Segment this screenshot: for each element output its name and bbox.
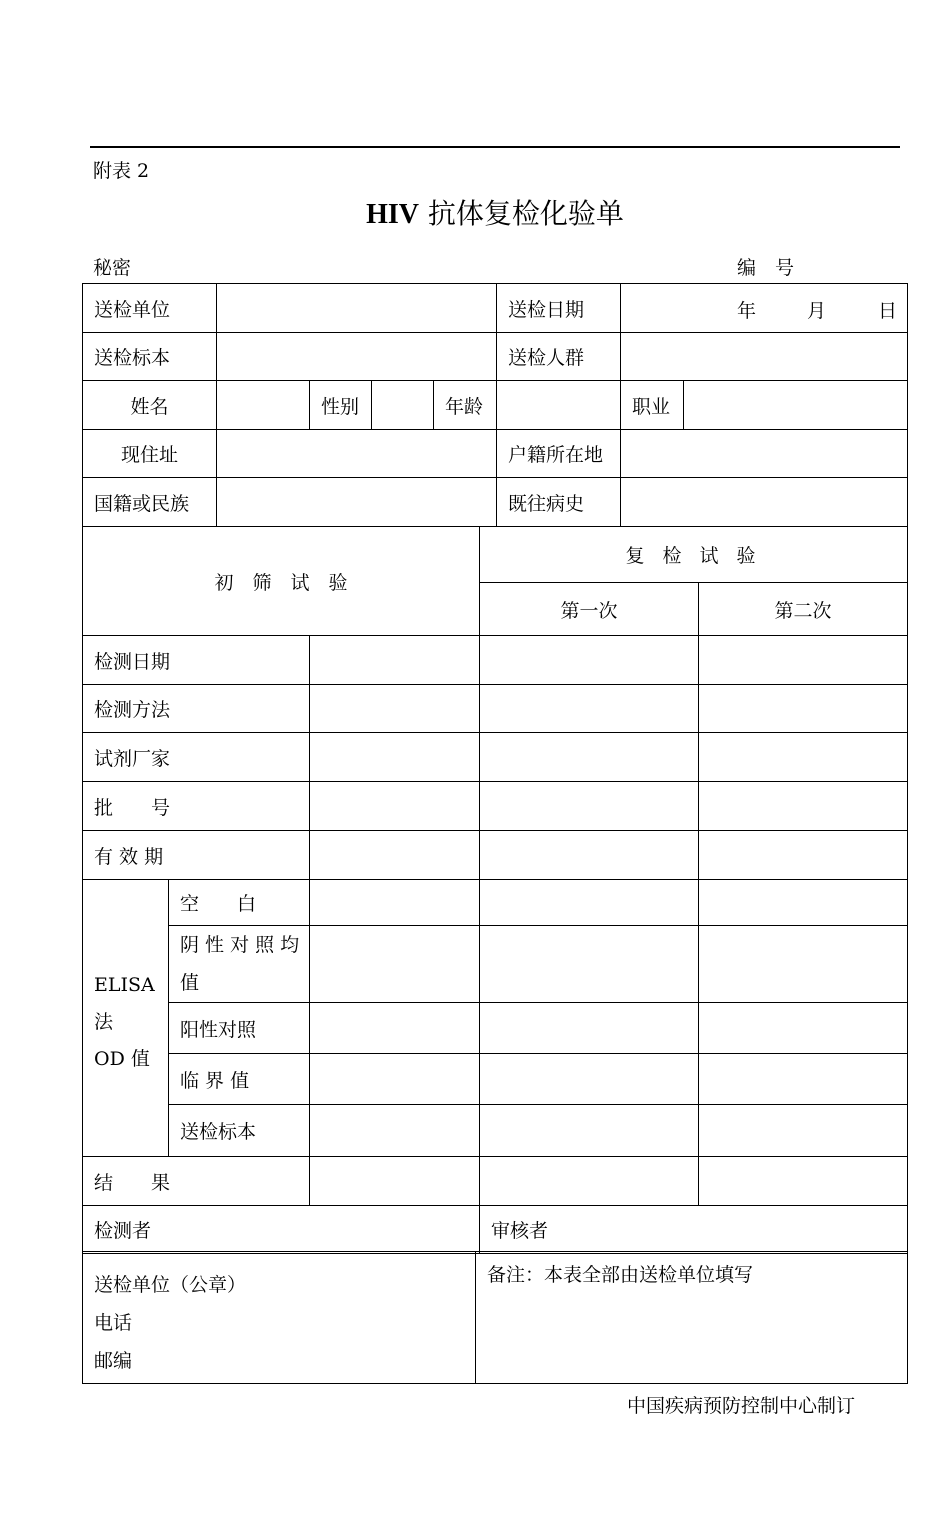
address-label: 现住址 xyxy=(83,430,217,478)
history-field[interactable] xyxy=(621,478,908,527)
initial-cell[interactable] xyxy=(310,1003,480,1054)
reviewer-label: 审核者 xyxy=(480,1206,908,1254)
second-cell[interactable] xyxy=(699,1157,908,1206)
form-title: HIV 抗体复检化验单 xyxy=(366,197,624,230)
address-field[interactable] xyxy=(217,430,497,478)
issuer-label: 中国疾病预防控制中心制订 xyxy=(627,1395,856,1417)
initial-cell[interactable] xyxy=(310,685,480,733)
initial-cell[interactable] xyxy=(310,926,480,1003)
initial-cell[interactable] xyxy=(310,733,480,782)
initial-cell[interactable] xyxy=(310,831,480,880)
elisa-line-1: ELISA xyxy=(94,973,155,996)
first-cell[interactable] xyxy=(480,636,699,685)
age-label: 年龄 xyxy=(434,381,497,430)
first-cell[interactable] xyxy=(480,880,699,926)
second-cell[interactable] xyxy=(699,831,908,880)
sample-label: 送检标本 xyxy=(83,333,217,381)
first-cell[interactable] xyxy=(480,733,699,782)
unit-label: 送检单位 xyxy=(83,284,217,333)
month-label: 月 xyxy=(807,300,827,322)
tester-label: 检测者 xyxy=(83,1206,480,1254)
initial-cell[interactable] xyxy=(310,1054,480,1105)
confidential-label: 秘密 xyxy=(93,257,132,279)
elisa-label xyxy=(83,880,169,1157)
elisa-line-2: 法 xyxy=(94,1010,114,1033)
group-field[interactable] xyxy=(621,333,908,381)
nation-field[interactable] xyxy=(217,478,497,527)
history-label: 既往病史 xyxy=(497,478,621,527)
cutoff-label: 临 界 值 xyxy=(169,1054,310,1105)
phone-label: 电话 xyxy=(94,1312,133,1334)
nation-label: 国籍或民族 xyxy=(83,478,217,527)
blank-label: 空 白 xyxy=(169,880,310,926)
second-cell[interactable] xyxy=(699,685,908,733)
initial-cell[interactable] xyxy=(310,1105,480,1157)
first-cell[interactable] xyxy=(480,831,699,880)
postcode-label: 邮编 xyxy=(94,1350,133,1372)
initial-cell[interactable] xyxy=(310,880,480,926)
second-cell[interactable] xyxy=(699,733,908,782)
second-cell[interactable] xyxy=(699,926,908,1003)
second-cell[interactable] xyxy=(699,1003,908,1054)
positive-control-label: 阳性对照 xyxy=(169,1003,310,1054)
first-cell[interactable] xyxy=(480,1105,699,1157)
sex-label: 性别 xyxy=(310,381,372,430)
reagent-maker-label: 试剂厂家 xyxy=(83,733,310,782)
first-test-header: 第一次 xyxy=(480,583,699,636)
day-label: 日 xyxy=(878,300,898,322)
second-cell[interactable] xyxy=(699,782,908,831)
sample-field[interactable] xyxy=(217,333,497,381)
job-field[interactable] xyxy=(684,381,908,430)
serial-label: 编 号 xyxy=(737,257,795,279)
date-label: 送检日期 xyxy=(497,284,621,333)
initial-screening-header: 初 筛 试 验 xyxy=(83,527,480,636)
result-label: 结 果 xyxy=(83,1157,310,1206)
first-cell[interactable] xyxy=(480,1003,699,1054)
second-cell[interactable] xyxy=(699,636,908,685)
unit-stamp-label: 送检单位（公章） xyxy=(94,1274,247,1296)
first-cell[interactable] xyxy=(480,1157,699,1206)
initial-cell[interactable] xyxy=(310,636,480,685)
second-test-header: 第二次 xyxy=(699,583,908,636)
job-label: 职业 xyxy=(621,381,684,430)
second-cell[interactable] xyxy=(699,880,908,926)
unit-contact-cell[interactable] xyxy=(83,1252,476,1384)
second-cell[interactable] xyxy=(699,1054,908,1105)
household-field[interactable] xyxy=(621,430,908,478)
negative-control-label xyxy=(169,926,310,1003)
second-cell[interactable] xyxy=(699,1105,908,1157)
year-label: 年 xyxy=(737,300,757,322)
first-cell[interactable] xyxy=(480,926,699,1003)
household-label: 户籍所在地 xyxy=(497,430,621,478)
note-text: 备注：本表全部由送检单位填写 xyxy=(487,1264,754,1286)
initial-cell[interactable] xyxy=(310,1157,480,1206)
first-cell[interactable] xyxy=(480,685,699,733)
note-cell xyxy=(476,1252,908,1384)
name-field[interactable] xyxy=(217,381,310,430)
sex-field[interactable] xyxy=(372,381,434,430)
negative-control-line-2: 值 xyxy=(180,972,200,994)
name-label: 姓名 xyxy=(83,381,217,430)
test-method-label: 检测方法 xyxy=(83,685,310,733)
top-rule xyxy=(90,146,900,148)
recheck-header: 复 检 试 验 xyxy=(480,527,908,583)
footer-table xyxy=(82,1251,908,1384)
first-cell[interactable] xyxy=(480,782,699,831)
date-field[interactable] xyxy=(621,284,908,333)
unit-field[interactable] xyxy=(217,284,497,333)
initial-cell[interactable] xyxy=(310,782,480,831)
test-date-label: 检测日期 xyxy=(83,636,310,685)
patient-info-table xyxy=(82,283,908,527)
batch-number-label: 批 号 xyxy=(83,782,310,831)
expiry-label: 有 效 期 xyxy=(83,831,310,880)
age-field[interactable] xyxy=(497,381,621,430)
first-cell[interactable] xyxy=(480,1054,699,1105)
attachment-label: 附表 2 xyxy=(93,160,150,182)
sample-od-label: 送检标本 xyxy=(169,1105,310,1157)
negative-control-line-1: 阴 性 对 照 均 xyxy=(180,934,300,956)
group-label: 送检人群 xyxy=(497,333,621,381)
test-results-table xyxy=(82,526,908,1254)
elisa-line-3: OD 值 xyxy=(94,1047,150,1070)
